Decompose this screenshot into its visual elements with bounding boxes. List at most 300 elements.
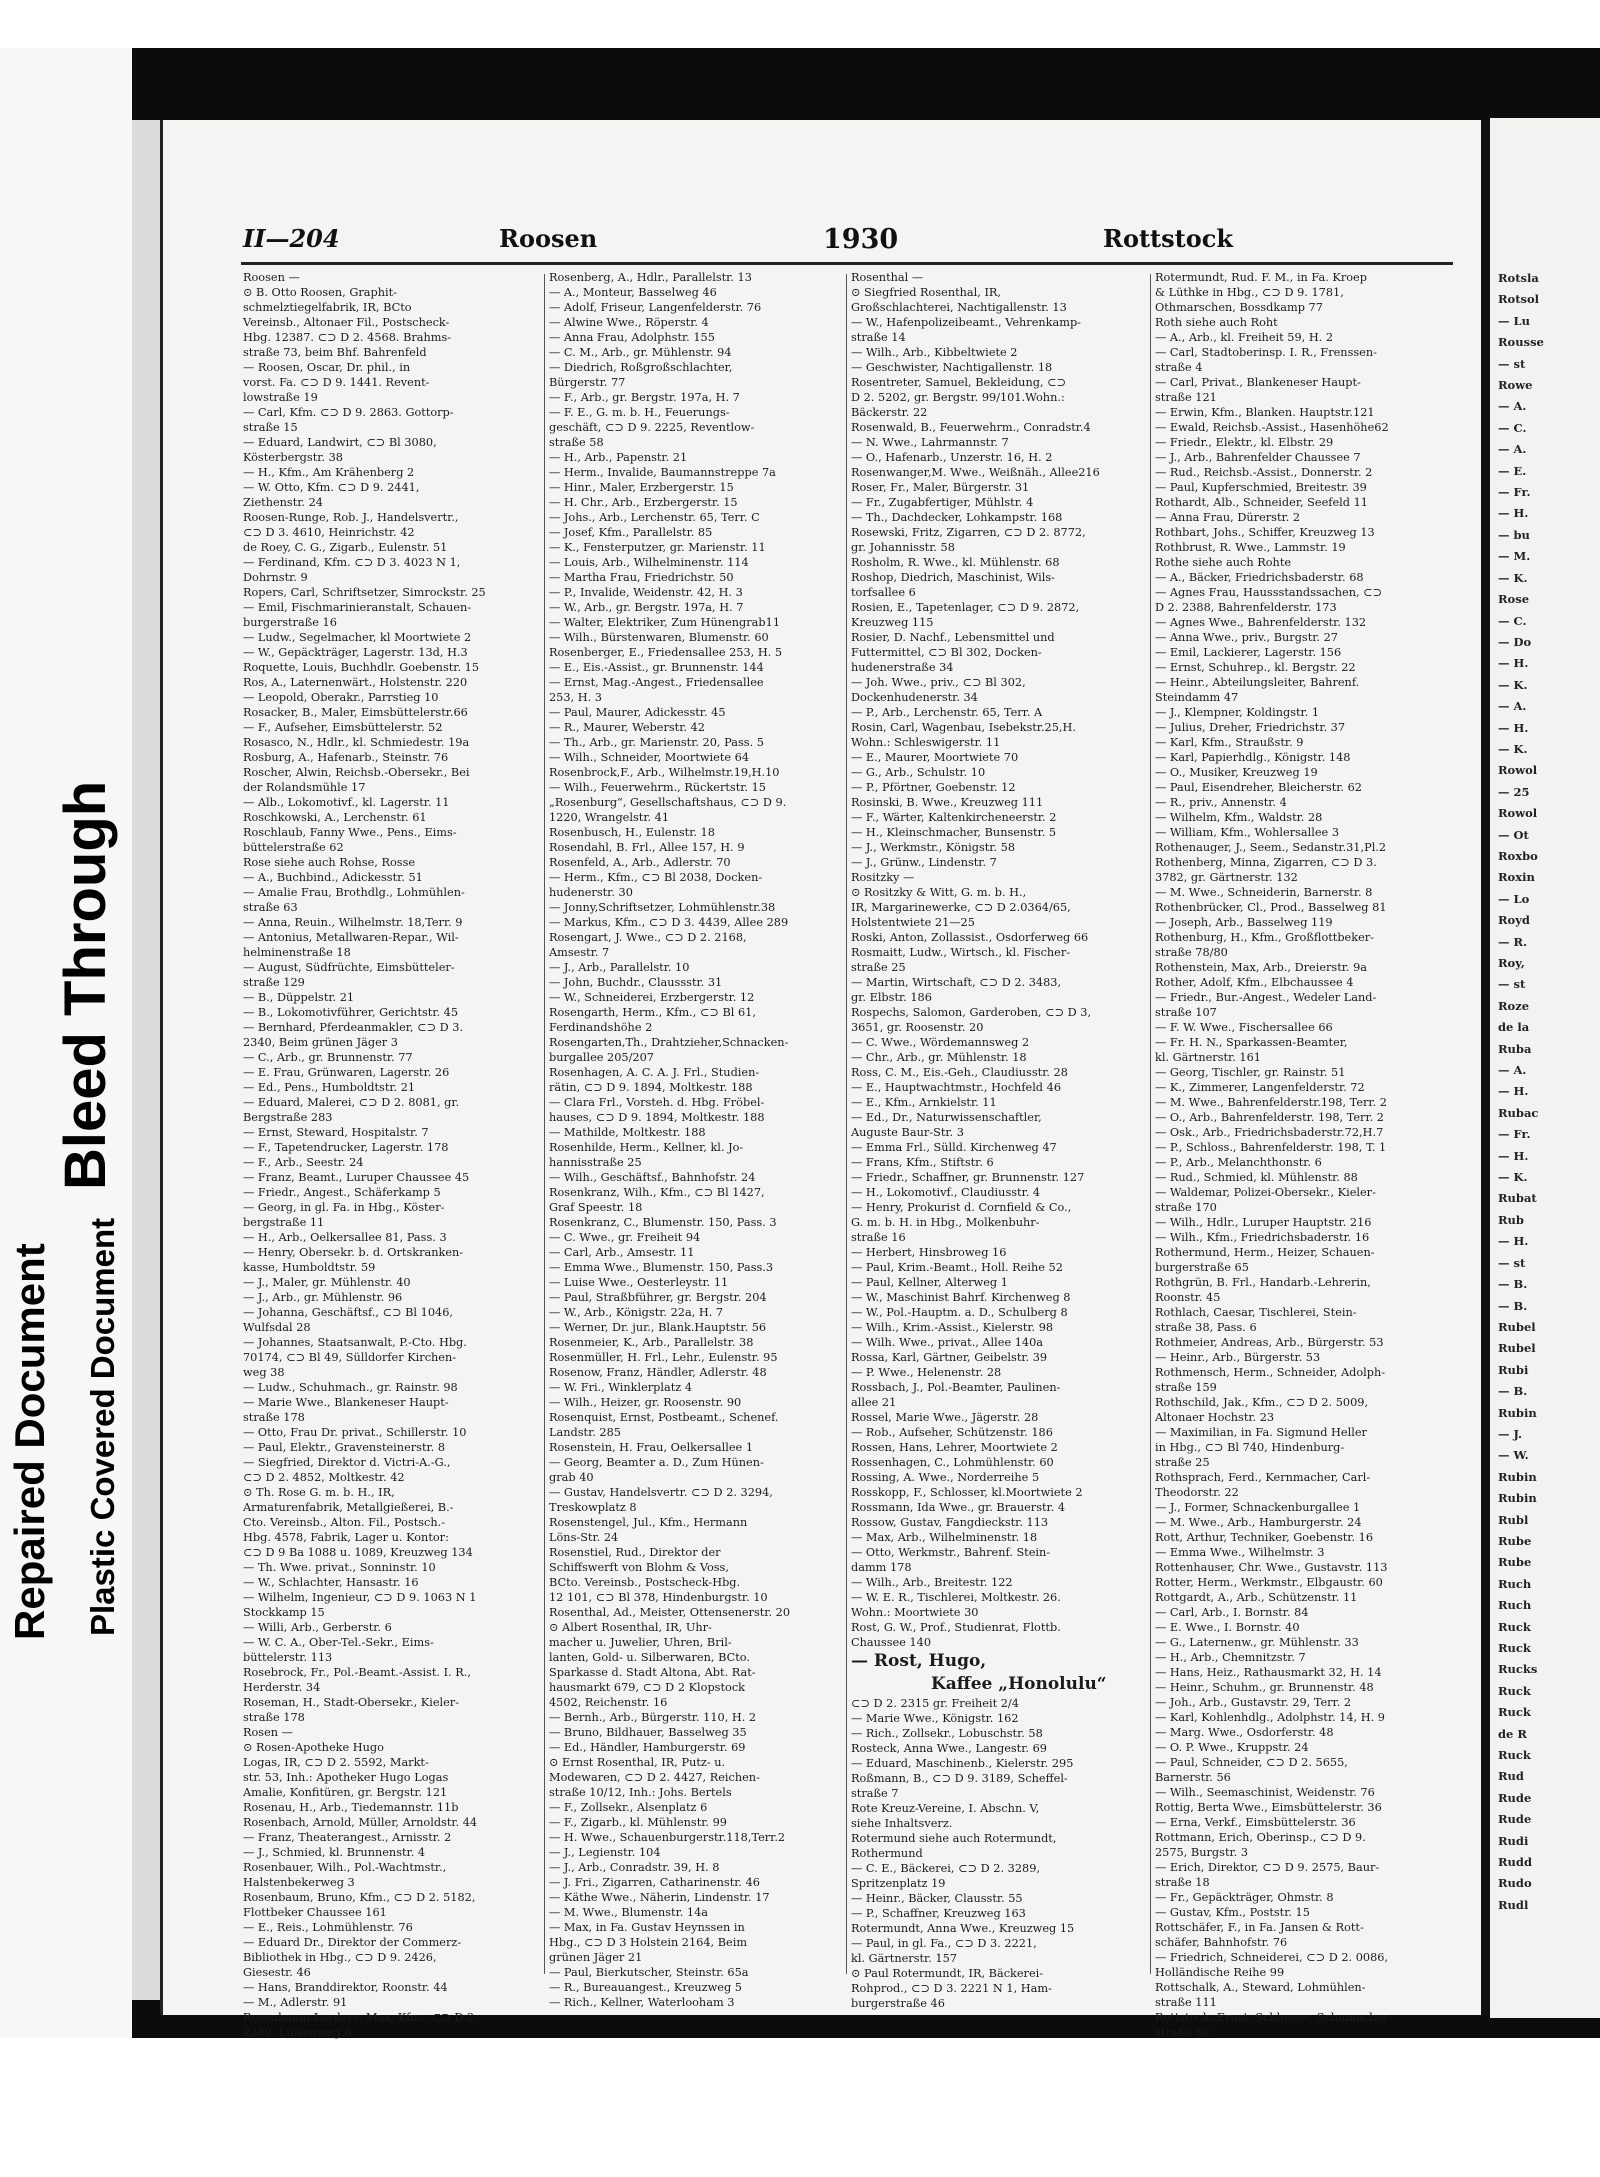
directory-entry-line: kl. Gärtnerstr. 161: [1155, 1051, 1261, 1064]
directory-entry-line: 12 101, ⊂⊃ Bl 378, Hindenburgstr. 10: [549, 1591, 768, 1604]
directory-entry-line: — F., Arb., gr. Bergstr. 197a, H. 7: [549, 391, 740, 404]
directory-entry-line: schmelztiegelfabrik, IR, BCto: [243, 301, 412, 314]
directory-entry-line: — Eduard Dr., Direktor der Commerz-: [243, 1936, 462, 1949]
directory-entry-line: Rosmaitt, Ludw., Wirtsch., kl. Fischer-: [851, 946, 1071, 959]
directory-entry-line: — A., Bäcker, Friedrichsbaderstr. 68: [1155, 571, 1364, 584]
directory-entry-line: — Joh. Wwe., priv., ⊂⊃ Bl 302,: [851, 676, 1026, 689]
directory-entry-line: Rothermund, Herm., Heizer, Schauen-: [1155, 1246, 1375, 1259]
next-page-fragment: — R.: [1498, 934, 1528, 949]
directory-entry-line: straße 129: [243, 976, 305, 989]
directory-entry-line: — Walter, Elektriker, Zum Hünengrab11: [549, 616, 781, 629]
directory-entry-line: Holstentwiete 21—25: [851, 916, 975, 929]
directory-entry-line: — Adolf, Friseur, Langenfelderstr. 76: [549, 301, 762, 314]
directory-entry-line: — Paul, Straßbführer, gr. Bergstr. 204: [549, 1291, 767, 1304]
directory-entry-line: straße 4: [1155, 361, 1203, 374]
directory-entry-line: — Friedr., Bur.-Angest., Wedeler Land-: [1155, 991, 1377, 1004]
directory-entry-line: straße 178: [243, 1711, 305, 1724]
directory-entry-line: Rothbart, Johs., Schiffer, Kreuzweg 13: [1155, 526, 1375, 539]
scan-bottom-margin: [0, 2038, 1600, 2177]
directory-entry-line: Rosenbauer, Wilh., Pol.-Wachtmstr.,: [243, 1861, 447, 1874]
directory-entry-line: — Wilh., Arb., Breitestr. 122: [851, 1576, 1013, 1589]
directory-entry-line: Rosskopp, F., Schlosser, kl.Moortwiete 2: [851, 1486, 1083, 1499]
directory-entry-line: — M., Adlerstr. 91: [243, 1996, 348, 2009]
directory-entry-line: — Paul, Elektr., Gravensteinerstr. 8: [243, 1441, 446, 1454]
next-page-fragment: — B.: [1498, 1384, 1528, 1399]
directory-entry-line: damm 178: [851, 1561, 912, 1574]
directory-entry-line: — H., Kfm., Am Krähenberg 2: [243, 466, 415, 479]
directory-entry-line: Wohn.: Moortwiete 30: [851, 1606, 979, 1619]
directory-entry-line: — Heinr., Arb., Bürgerstr. 53: [1155, 1351, 1321, 1364]
directory-entry-line: — Max, in Fa. Gustav Heynssen in: [549, 1921, 745, 1934]
directory-entry-line: Flottbeker Chaussee 161: [243, 1906, 387, 1919]
directory-entry-line: — J., Arb., gr. Mühlenstr. 96: [243, 1291, 403, 1304]
directory-entry-line: — Henry, Prokurist d. Cornfield & Co.,: [851, 1201, 1072, 1214]
directory-entry-line: — J., Arb., Conradstr. 39, H. 8: [549, 1861, 720, 1874]
directory-entry-line: — W. C. A., Ober-Tel.-Sekr., Eims-: [243, 1636, 434, 1649]
directory-entry-line: — W., Schlachter, Hansastr. 16: [243, 1576, 419, 1589]
directory-entry-line: — Maximilian, in Fa. Sigmund Heller: [1155, 1426, 1367, 1439]
directory-entry-line: — W. Fri., Winklerplatz 4: [549, 1381, 693, 1394]
next-page-fragment: Rubin: [1498, 1491, 1537, 1506]
directory-entry-line: — Alb., Lokomotivf., kl. Lagerstr. 11: [243, 796, 450, 809]
directory-entry-line: — Wilh., Kfm., Friedrichsbaderstr. 16: [1155, 1231, 1370, 1244]
directory-entry-line: Auguste Baur-Str. 3: [851, 1126, 964, 1139]
directory-entry-line: burgerstraße 46: [851, 1997, 945, 2010]
directory-entry-line: — Friedrich, Schneiderei, ⊂⊃ D 2. 0086,: [1155, 1951, 1389, 1964]
next-page-fragment: — B.: [1498, 1277, 1528, 1292]
next-page-fragment: Roxbo: [1498, 848, 1538, 863]
directory-entry-line: helminenstraße 18: [243, 946, 351, 959]
directory-entry-line: — W. Otto, Kfm. ⊂⊃ D 9. 2441,: [243, 481, 420, 494]
directory-entry-line: — Willi, Arb., Gerberstr. 6: [243, 1621, 392, 1634]
directory-entry-line: Holländische Reihe 99: [1155, 1966, 1285, 1979]
directory-entry-line: Rose siehe auch Rohse, Rosse: [243, 856, 416, 869]
directory-entry-line: Roschlaub, Fanny Wwe., Pens., Eims-: [243, 826, 457, 839]
directory-entry-line: büttelerstr. 113: [243, 1651, 333, 1664]
directory-entry-line: Modewaren, ⊂⊃ D 2. 4427, Reichen-: [549, 1771, 760, 1784]
directory-entry-line: — Leopold, Oberakr., Parrstieg 10: [243, 691, 439, 704]
directory-entry-line: & Lüthke in Hbg., ⊂⊃ D 9. 1781,: [1155, 286, 1344, 299]
directory-entry-line: Rosenstengel, Jul., Kfm., Hermann: [549, 1516, 748, 1529]
directory-entry-line: weg 38: [243, 1366, 285, 1379]
directory-entry-line: — Anna Frau, Dürerstr. 2: [1155, 511, 1301, 524]
column-3: [851, 270, 1145, 2010]
directory-entry-line: — Friedr., Schaffner, gr. Brunnenstr. 127: [851, 1171, 1085, 1184]
directory-entry-line: Rothardt, Alb., Schneider, Seefeld 11: [1155, 496, 1368, 509]
directory-entry-line: ⊙ Th. Rose G. m. b. H., IR,: [243, 1486, 395, 1499]
next-page-fragment: — H.: [1498, 506, 1529, 521]
directory-entry-line: — Wilh., Schneider, Moortwiete 64: [549, 751, 750, 764]
directory-entry-line: burgerstraße 16: [243, 616, 337, 629]
directory-entry-line: — Osk., Arb., Friedrichsbaderstr.72,H.7: [1155, 1126, 1384, 1139]
directory-entry-line: — K., Fensterputzer, gr. Marienstr. 11: [549, 541, 766, 554]
directory-entry-line: — Paul, Maurer, Adickesstr. 45: [549, 706, 726, 719]
directory-entry-line: — Wilh. Wwe., privat., Allee 140a: [851, 1336, 1044, 1349]
directory-entry-line: — Geschwister, Nachtigallenstr. 18: [851, 361, 1053, 374]
directory-entry-line: — Wilh., Arb., Kibbeltwiete 2: [851, 346, 1018, 359]
directory-entry-line: Rosenstein, H. Frau, Oelkersallee 1: [549, 1441, 754, 1454]
directory-entry-line: — Eduard, Landwirt, ⊂⊃ Bl 3080,: [243, 436, 437, 449]
next-page-fragment: Rubac: [1498, 1105, 1539, 1120]
directory-entry-line: — J., Klempner, Koldingstr. 1: [1155, 706, 1320, 719]
directory-entry-line: — H., Lokomotivf., Claudiusstr. 4: [851, 1186, 1041, 1199]
directory-entry-line: Ziethenstr. 24: [243, 496, 323, 509]
directory-entry-line: Rothbrust, R. Wwe., Lammstr. 19: [1155, 541, 1346, 554]
directory-entry-line: — H. Chr., Arb., Erzbergerstr. 15: [549, 496, 738, 509]
next-page-fragment: Rub: [1498, 1212, 1524, 1227]
next-page-fragment: Rotsol: [1498, 292, 1540, 307]
directory-entry-line: IR, Margarinewerke, ⊂⊃ D 2.0364/65,: [851, 901, 1071, 914]
directory-entry-line: — E. Wwe., I. Bornstr. 40: [1155, 1621, 1300, 1634]
directory-entry-line: — Anna Frau, Adolphstr. 155: [549, 331, 715, 344]
directory-entry-line: — Ed., Pens., Humboldtstr. 21: [243, 1081, 416, 1094]
directory-entry-line: Rothenberg, Minna, Zigarren, ⊂⊃ D 3.: [1155, 856, 1377, 869]
directory-entry-line: 3651, gr. Roosenstr. 20: [851, 1021, 984, 1034]
directory-entry-line: Roquette, Louis, Buchhdlr. Goebenstr. 15: [243, 661, 480, 674]
directory-entry-line: — Carl, Stadtoberinsp. I. R., Frenssen-: [1155, 346, 1377, 359]
directory-entry-line: der Rolandsmühle 17: [243, 781, 366, 794]
directory-entry-line: ⊂⊃ D 9 Ba 1088 u. 1089, Kreuzweg 134: [243, 1546, 473, 1559]
directory-entry-line: Bergstraße 283: [243, 1111, 333, 1124]
directory-entry-line: — M. Wwe., Blumenstr. 14a: [549, 1906, 709, 1919]
next-page-fragment: Ruck: [1498, 1683, 1531, 1698]
directory-entry-line: Rosenkranz, Wilh., Kfm., ⊂⊃ Bl 1427,: [549, 1186, 765, 1199]
directory-entry-line: Rohprod., ⊂⊃ D 3. 2221 N 1, Ham-: [851, 1982, 1052, 1995]
directory-entry-line: — Käthe Wwe., Näherin, Lindenstr. 17: [549, 1891, 770, 1904]
directory-entry-line: — Wilh., Bürstenwaren, Blumenstr. 60: [549, 631, 769, 644]
directory-entry-line: straße 38, Pass. 6: [1155, 1321, 1257, 1334]
directory-entry-line: ⊙ Ernst Rosenthal, IR, Putz- u.: [549, 1756, 726, 1769]
directory-entry-line: — F. E., G. m. b. H., Feuerungs-: [549, 406, 730, 419]
directory-entry-line: — Waldemar, Polizei-Obersekr., Kieler-: [1155, 1186, 1376, 1199]
directory-entry-line: — Martha Frau, Friedrichstr. 50: [549, 571, 734, 584]
directory-entry-line: Rottenhauser, Chr. Wwe., Gustavstr. 113: [1155, 1561, 1388, 1574]
directory-entry-line: — Bruno, Bildhauer, Basselweg 35: [549, 1726, 747, 1739]
directory-entry-line: — Markus, Kfm., ⊂⊃ D 3. 4439, Allee 289: [549, 916, 789, 929]
next-page-fragment: — A.: [1498, 1063, 1527, 1078]
directory-entry-line: Schiffswerft von Blohm & Voss,: [549, 1561, 729, 1574]
directory-entry-line: Othmarschen, Bossdkamp 77: [1155, 301, 1323, 314]
directory-entry-line: straße 18: [1155, 1876, 1210, 1889]
next-page-fragment: Rose: [1498, 592, 1530, 607]
directory-entry-line: — Karl, Papierhdlg., Königstr. 148: [1155, 751, 1351, 764]
directory-entry-line: straße 16: [851, 1231, 906, 1244]
directory-entry-line: Ros, A., Laternenwärt., Holstenstr. 220: [243, 676, 468, 689]
next-page-fragment: — st: [1498, 356, 1526, 371]
directory-entry-line: ⊙ Rosen-Apotheke Hugo: [243, 1741, 384, 1754]
directory-entry-line: — Anna, Reuin., Wilhelmstr. 18,Terr. 9: [243, 916, 463, 929]
directory-entry-line: — O., Hafenarb., Unzerstr. 16, H. 2: [851, 451, 1053, 464]
plastic-covered-label: Plastic Covered Document: [84, 1217, 121, 1636]
directory-entry-line: — J., Schmied, kl. Brunnenstr. 4: [243, 1846, 426, 1859]
last-entry-term: Rottstock: [1103, 224, 1233, 253]
directory-entry-line: 1220, Wrangelstr. 41: [549, 811, 670, 824]
directory-entry-line: Rosengart, J. Wwe., ⊂⊃ D 2. 2168,: [549, 931, 747, 944]
directory-entry-line: Rosebrock, Fr., Pol.-Beamt.-Assist. I. R.,: [243, 1666, 471, 1679]
directory-entry-line: — Anna Wwe., priv., Burgstr. 27: [1155, 631, 1338, 644]
directory-entry-line: straße 121: [1155, 391, 1217, 404]
directory-entry-line: Rosasco, N., Hdlr., kl. Schmiedestr. 19a: [243, 736, 470, 749]
header-rule: [241, 262, 1453, 265]
next-page-fragment: Rubel: [1498, 1319, 1536, 1334]
directory-entry-line: — R., priv., Annenstr. 4: [1155, 796, 1287, 809]
directory-entry-line: — Otto, Werkmstr., Bahrenf. Stein-: [851, 1546, 1051, 1559]
directory-entry-line: Rott, Arthur, Techniker, Goebenstr. 16: [1155, 1531, 1374, 1544]
directory-entry-line: — A., Arb., kl. Freiheit 59, H. 2: [1155, 331, 1334, 344]
directory-entry-line: Rosenhilde, Herm., Kellner, kl. Jo-: [549, 1141, 744, 1154]
directory-entry-line: Rospechs, Salomon, Garderoben, ⊂⊃ D 3,: [851, 1006, 1092, 1019]
directory-entry-line: — F., Zollsekr., Alsenplatz 6: [549, 1801, 708, 1814]
first-entry-term: Roosen: [499, 224, 598, 253]
directory-entry-line: torfsallee 6: [851, 586, 916, 599]
directory-entry-line: — Wilh., Geschäftsf., Bahnhofstr. 24: [549, 1171, 756, 1184]
column-divider: [544, 274, 545, 1974]
directory-entry-line: — P., Arb., Melanchthonstr. 6: [1155, 1156, 1322, 1169]
directory-entry-line: Rosenquist, Ernst, Postbeamt., Schenef.: [549, 1411, 779, 1424]
directory-entry-line: in Hbg., ⊂⊃ Bl 740, Hindenburg-: [1155, 1441, 1345, 1454]
directory-entry-line: — Eduard, Maschinenb., Kielerstr. 295: [851, 1757, 1074, 1770]
next-page-fragment: — Fr.: [1498, 1127, 1531, 1142]
directory-entry-line: — Ewald, Reichsb.-Assist., Hasenhöhe62: [1155, 421, 1389, 434]
directory-entry-line: — E., Kfm., Arnkielstr. 11: [851, 1096, 997, 1109]
directory-entry-line: Rottgardt, A., Arb., Schützenstr. 11: [1155, 1591, 1358, 1604]
directory-entry-line: — Johanna, Geschäftsf., ⊂⊃ Bl 1046,: [243, 1306, 453, 1319]
directory-entry-line: Rosengarth, Herm., Kfm., ⊂⊃ Bl 61,: [549, 1006, 756, 1019]
directory-entry-line: — Paul, Schneider, ⊂⊃ D 2. 5655,: [1155, 1756, 1348, 1769]
next-page-fragment: — H.: [1498, 1148, 1529, 1163]
directory-entry-line: str. 53, Inh.: Apotheker Hugo Logas: [243, 1771, 449, 1784]
directory-entry-line: grünen Jäger 21: [549, 1951, 643, 1964]
page-number: II—204: [243, 224, 340, 253]
directory-entry-line: rätin, ⊂⊃ D 9. 1894, Moltkestr. 188: [549, 1081, 753, 1094]
directory-entry-line: straße 25: [1155, 1456, 1210, 1469]
directory-entry-line: — H., Arb., Papenstr. 21: [549, 451, 688, 464]
directory-entry-line: — Ed., Händler, Hamburgerstr. 69: [549, 1741, 746, 1754]
directory-entry-line: Rote Kreuz-Vereine, I. Abschn. V,: [851, 1802, 1040, 1815]
directory-entry-line: — Ed., Dr., Naturwissenschaftler,: [851, 1111, 1042, 1124]
next-page-fragment: — K.: [1498, 570, 1528, 585]
directory-entry-line: Rotermund siehe auch Rotermundt,: [851, 1832, 1057, 1845]
directory-entry-line: hannisstraße 25: [549, 1156, 642, 1169]
next-page-fragment: Rud: [1498, 1769, 1524, 1784]
directory-entry-line: — J., Grünw., Lindenstr. 7: [851, 856, 997, 869]
directory-entry-line: Wulfsdal 28: [243, 1321, 311, 1334]
directory-entry-line: — C. Wwe., Wördemannsweg 2: [851, 1036, 1030, 1049]
entry-columns: [243, 270, 1455, 2039]
directory-entry-line: — Martin, Wirtschaft, ⊂⊃ D 2. 3483,: [851, 976, 1062, 989]
directory-entry-line: de Roey, C. G., Zigarb., Eulenstr. 51: [243, 541, 448, 554]
directory-entry-line: Rothgrün, B. Frl., Handarb.-Lehrerin,: [1155, 1276, 1371, 1289]
directory-entry-line: — Georg, Beamter a. D., Zum Hünen-: [549, 1456, 764, 1469]
directory-entry-line: Rosenthal —: [851, 271, 924, 284]
directory-entry-line: — Th., Arb., gr. Marienstr. 20, Pass. 5: [549, 736, 764, 749]
next-page-fragment: — C.: [1498, 420, 1527, 435]
directory-entry-line: Ross, C. M., Eis.-Geh., Claudiusstr. 28: [851, 1066, 1068, 1079]
directory-entry-line: Futtermittel, ⊂⊃ Bl 302, Docken-: [851, 646, 1042, 659]
directory-entry-line: — Hans, Heiz., Rathausmarkt 32, H. 14: [1155, 1666, 1382, 1679]
directory-entry-line: — F., Aufseher, Eimsbüttelerstr. 52: [243, 721, 443, 734]
directory-entry-line: Rosenau, H., Arb., Tiedemannstr. 11b: [243, 1801, 459, 1814]
directory-entry-line: — Carl, Kfm. ⊂⊃ D 9. 2863. Gottorp-: [243, 406, 454, 419]
directory-entry-line: — Mathilde, Moltkestr. 188: [549, 1126, 706, 1139]
next-page-fragment: Rowol: [1498, 763, 1538, 778]
directory-entry-line: — Max, Arb., Wilhelminenstr. 18: [851, 1531, 1038, 1544]
directory-entry-line: hausmarkt 679, ⊂⊃ D 2 Klopstock: [549, 1681, 745, 1694]
directory-entry-line: — W., Arb., Königstr. 22a, H. 7: [549, 1306, 724, 1319]
next-page-fragment: Rubi: [1498, 1362, 1529, 1377]
directory-entry-line: Rosenbaum, Bruno, Kfm., ⊂⊃ D 2. 5182,: [243, 1891, 476, 1904]
directory-entry-line: — Friedr., Elektr., kl. Elbstr. 29: [1155, 436, 1334, 449]
directory-entry-line: straße 10/12, Inh.: Johs. Bertels: [549, 1786, 732, 1799]
directory-entry-line: — M. Wwe., Bahrenfelderstr.198, Terr. 2: [1155, 1096, 1387, 1109]
directory-entry-line: — Fr., Zugabfertiger, Mühlstr. 4: [851, 496, 1034, 509]
directory-entry-line: — Julius, Dreher, Friedrichstr. 37: [1155, 721, 1346, 734]
next-page-fragment: Rubat: [1498, 1191, 1537, 1206]
directory-entry-line: — C. E., Bäckerei, ⊂⊃ D 2. 3289,: [851, 1862, 1040, 1875]
directory-entry-line: — Rich., Zollsekr., Lobuschstr. 58: [851, 1727, 1043, 1740]
directory-entry-line: — J., Legienstr. 104: [549, 1846, 661, 1859]
directory-entry-line: — Herm., Invalide, Baumannstreppe 7a: [549, 466, 776, 479]
next-page-fragment: — B.: [1498, 1298, 1528, 1313]
directory-entry-line: Rothenauger, J., Seem., Sedanstr.31,Pl.2: [1155, 841, 1387, 854]
directory-entry-line: — Amalie Frau, Brothdlg., Lohmühlen-: [243, 886, 465, 899]
directory-entry-line: — F., Zigarb., kl. Mühlenstr. 99: [549, 1816, 727, 1829]
next-page-fragment: Rude: [1498, 1790, 1532, 1805]
next-page-fragment: — H.: [1498, 1234, 1529, 1249]
directory-entry-line: — Paul, in gl. Fa., ⊂⊃ D 3. 2221,: [851, 1937, 1037, 1950]
directory-entry-line: burgallee 205/207: [549, 1051, 654, 1064]
directory-entry-line: bergstraße 11: [243, 1216, 325, 1229]
directory-entry-line: — Joh., Arb., Gustavstr. 29, Terr. 2: [1155, 1696, 1352, 1709]
next-page-fragment: Rowol: [1498, 806, 1538, 821]
directory-entry-line: — Wilhelm, Kfm., Waldstr. 28: [1155, 811, 1323, 824]
directory-entry-line: BCto. Vereinsb., Postscheck-Hbg.: [549, 1576, 741, 1589]
directory-entry-line: Rosburg, A., Hafenarb., Steinstr. 76: [243, 751, 449, 764]
column-divider: [846, 274, 847, 1974]
directory-entry-line: — Ernst, Steward, Hospitalstr. 7: [243, 1126, 429, 1139]
directory-entry-line: — Joseph, Arb., Basselweg 119: [1155, 916, 1333, 929]
directory-entry-line: Kreuzweg 115: [851, 616, 934, 629]
directory-entry-line: Rossenhagen, C., Lohmühlenstr. 60: [851, 1456, 1054, 1469]
directory-entry-line: — Clara Frl., Vorsteh. d. Hbg. Fröbel-: [549, 1096, 765, 1109]
directory-entry-line: — Hinr., Maler, Erzbergerstr. 15: [549, 481, 734, 494]
directory-entry-line: grab 40: [549, 1471, 594, 1484]
directory-entry-line: gr. Johannisstr. 58: [851, 541, 955, 554]
directory-year: 1930: [823, 224, 899, 255]
directory-entry-line: Logas, IR, ⊂⊃ D 2. 5592, Markt-: [243, 1756, 429, 1769]
directory-entry-line: 70174, ⊂⊃ Bl 49, Sülldorfer Kirchen-: [243, 1351, 457, 1364]
directory-entry-line: — Th. Wwe. privat., Sonninstr. 10: [243, 1561, 436, 1574]
directory-entry-line: Kösterbergstr. 38: [243, 451, 343, 464]
directory-entry-line: straße 68: [1155, 2026, 1210, 2039]
directory-entry-line: — J., Arb., Parallelstr. 10: [549, 961, 690, 974]
directory-entry-line: straße 170: [1155, 1201, 1217, 1214]
directory-entry-line: ⊙ Rositzky & Witt, G. m. b. H.,: [851, 886, 1027, 899]
directory-entry-line: ⊙ Albert Rosenthal, IR, Uhr-: [549, 1621, 712, 1634]
directory-entry-line: straße 63: [243, 901, 298, 914]
directory-entry-line: — H. Wwe., Schauenburgerstr.118,Terr.2: [549, 1831, 786, 1844]
directory-entry-line: Barnerstr. 56: [1155, 1771, 1231, 1784]
directory-entry-line: Ferdinandshöhe 2: [549, 1021, 653, 1034]
directory-entry-line: Bibliothek in Hbg., ⊂⊃ D 9. 2426,: [243, 1951, 437, 1964]
directory-entry-line: kl. Gärtnerstr. 157: [851, 1952, 957, 1965]
directory-entry-line: — William, Kfm., Wohlersallee 3: [1155, 826, 1340, 839]
directory-entry-line: — Karl, Kohlenhdlg., Adolphstr. 14, H. 9: [1155, 1711, 1385, 1724]
directory-entry-line: ⊂⊃ D 3. 4610, Heinrichstr. 42: [243, 526, 415, 539]
directory-entry-line: — W., Arb., gr. Bergstr. 197a, H. 7: [549, 601, 744, 614]
directory-entry-line: — B., Lokomotivführer, Gerichtstr. 45: [243, 1006, 459, 1019]
directory-entry-line: Rotermundt, Anna Wwe., Kreuzweg 15: [851, 1922, 1075, 1935]
column-divider: [1150, 274, 1151, 1974]
directory-entry-line: — Wilh., Seemaschinist, Weidenstr. 76: [1155, 1786, 1375, 1799]
directory-entry-line: Roshop, Diedrich, Maschinist, Wils-: [851, 571, 1055, 584]
next-page-fragment: Rudl: [1498, 1897, 1529, 1912]
next-page-fragment: — J.: [1498, 1426, 1523, 1441]
next-page-fragment: — 25: [1498, 784, 1530, 799]
directory-entry-line: Rossow, Gustav, Fangdieckstr. 113: [851, 1516, 1049, 1529]
directory-entry-line: — F., Arb., Seestr. 24: [243, 1156, 364, 1169]
directory-entry-line: — Emil, Lackierer, Lagerstr. 156: [1155, 646, 1342, 659]
next-page-fragment: — Ot: [1498, 827, 1529, 842]
directory-entry-line: Rosenbusch, H., Eulenstr. 18: [549, 826, 715, 839]
directory-entry-line: — Fr. H. N., Sparkassen-Beamter,: [1155, 1036, 1348, 1049]
directory-entry-line: — E., Maurer, Moortwiete 70: [851, 751, 1019, 764]
directory-entry-line: hudenerstraße 34: [851, 661, 954, 674]
next-page-fragment: Ruck: [1498, 1619, 1531, 1634]
directory-entry-line: Rosenberg, A., Hdlr., Parallelstr. 13: [549, 271, 752, 284]
next-page-fragment: Rowe: [1498, 378, 1533, 393]
directory-entry-line: Vereinsb., Altonaer Fil., Postscheck-: [243, 316, 450, 329]
directory-entry-line: Rossel, Marie Wwe., Jägerstr. 28: [851, 1411, 1039, 1424]
directory-entry-line: Rosenberger, E., Friedensallee 253, H. 5: [549, 646, 783, 659]
directory-entry-line: D 2. 2388, Bahrenfelderstr. 173: [1155, 601, 1337, 614]
directory-entry-line: Stockkamp 15: [243, 1606, 325, 1619]
directory-entry-line: Rotter, Herm., Werkmstr., Elbgaustr. 60: [1155, 1576, 1383, 1589]
next-page-fragment: Rubl: [1498, 1512, 1529, 1527]
directory-entry-line: hudenerstr. 30: [549, 886, 633, 899]
directory-entry-line: — A., Buchbind., Adickesstr. 51: [243, 871, 423, 884]
directory-entry-line: — Gustav, Kfm., Poststr. 15: [1155, 1906, 1310, 1919]
directory-entry-line: Ropers, Carl, Schriftsetzer, Simrockstr. 25: [243, 586, 486, 599]
directory-entry-line: Rosenbaum-Lorders, Max, Kfm., ⊂⊃ D 2.: [243, 2011, 478, 2024]
directory-entry-line: — O., Arb., Bahrenfelderstr. 198, Terr. 2: [1155, 1111, 1384, 1124]
directory-entry-line: Rosenow, Franz, Händler, Adlerstr. 48: [549, 1366, 767, 1379]
directory-entry-line: — Ludw., Schuhmach., gr. Rainstr. 98: [243, 1381, 458, 1394]
next-page-fragment: Ruck: [1498, 1705, 1531, 1720]
directory-entry-line: — Rost, Hugo,: [851, 1651, 987, 1671]
directory-entry-line: Rosewski, Fritz, Zigarren, ⊂⊃ D 2. 8772,: [851, 526, 1086, 539]
directory-entry-line: — R., Maurer, Weberstr. 42: [549, 721, 705, 734]
directory-entry-line: — H., Arb., Oelkersallee 81, Pass. 3: [243, 1231, 447, 1244]
directory-entry-line: Rosenkranz, C., Blumenstr. 150, Pass. 3: [549, 1216, 777, 1229]
directory-entry-line: Rosenfeld, A., Arb., Adlerstr. 70: [549, 856, 731, 869]
next-page-fragment: — K.: [1498, 1170, 1528, 1185]
directory-entry-line: straße 159: [1155, 1381, 1217, 1394]
directory-entry-line: ⊙ Paul Rotermundt, IR, Bäckerei-: [851, 1967, 1044, 1980]
directory-entry-line: Steindamm 47: [1155, 691, 1239, 704]
directory-entry-line: — Bernh., Arb., Bürgerstr. 110, H. 2: [549, 1711, 757, 1724]
next-page-fragment: Rubin: [1498, 1469, 1537, 1484]
directory-entry-line: Rothmeier, Andreas, Arb., Bürgerstr. 53: [1155, 1336, 1384, 1349]
directory-entry-line: — H., Kleinschmacher, Bunsenstr. 5: [851, 826, 1057, 839]
directory-entry-line: — E., Reis., Lohmühlenstr. 76: [243, 1921, 413, 1934]
directory-entry-line: — C. Wwe., gr. Freiheit 94: [549, 1231, 701, 1244]
directory-entry-line: Rothsprach, Ferd., Kernmacher, Carl-: [1155, 1471, 1371, 1484]
directory-entry-line: „Rosenburg“, Gesellschaftshaus, ⊂⊃ D 9.: [549, 796, 787, 809]
directory-entry-line: Roseman, H., Stadt-Obersekr., Kieler-: [243, 1696, 460, 1709]
directory-entry-line: — Friedr., Angest., Schäferkamp 5: [243, 1186, 441, 1199]
directory-entry-line: Rothlach, Caesar, Tischlerei, Stein-: [1155, 1306, 1357, 1319]
